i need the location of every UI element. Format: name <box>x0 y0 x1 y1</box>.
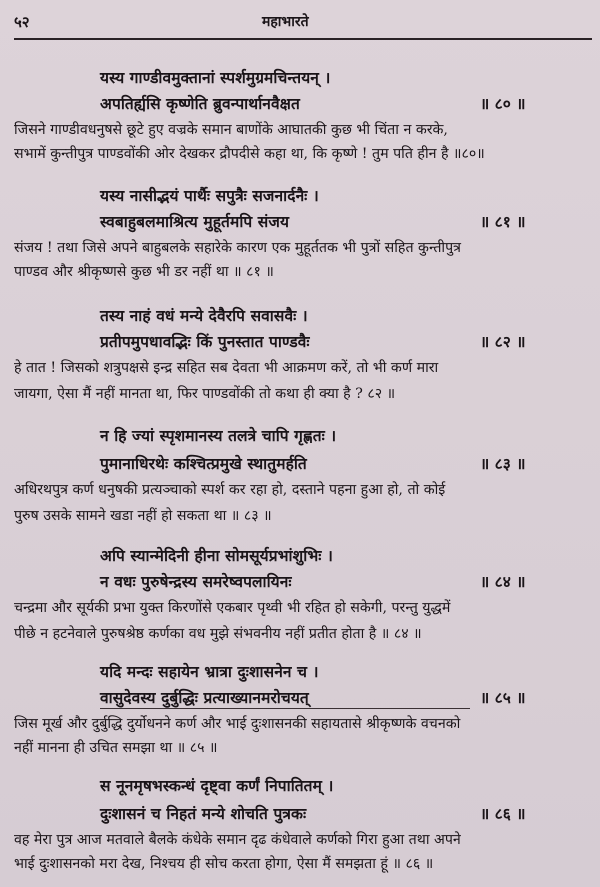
sanskrit-verse-line: यस्य नासीद्भयं पार्थैः सपुत्रैः सजनार्दनैः । <box>100 186 319 205</box>
sanskrit-verse-line: न वधः पुरुषेन्द्रस्य समरेष्वपलायिनः <box>100 572 292 591</box>
hindi-translation-line: पीछे न हटनेवाले पुरुषश्रेष्ठ कर्णका वध मुझे संभवनीय नहीं प्रतीत होता है ॥ ८४ ॥ <box>14 626 422 642</box>
sanskrit-verse-line: अपतिर्ह्यसि कृष्णेति ब्रुवन्पार्थानवैक्षत <box>100 94 300 113</box>
sanskrit-verse-line: पुमानाधिरथेः कश्चित्प्रमुखे स्थातुमर्हति <box>100 454 307 473</box>
verse-number: ॥ ८२ ॥ <box>480 332 526 351</box>
hindi-translation-line: चन्द्रमा और सूर्यकी प्रभा युक्त किरणोंसे एकबार पृथ्वी भी रहित हो सकेगी, परन्तु युद्धमें <box>14 600 451 616</box>
hindi-translation-line: सभामें कुन्तीपुत्र पाण्डवोंकी ओर देखकर द्रौपदीसे कहा था, कि कृष्णे ! तुम पति हीन है ॥८०॥ <box>14 146 485 162</box>
sanskrit-verse-line: अपि स्यान्मेदिनी हीना सोमसूर्यप्रभांशुभिः । <box>100 546 333 565</box>
hindi-translation-line: भाई दुःशासनको मरा देख, निश्चय ही सोच करता होगा, ऐसा मैं समझता हूं ॥ ८६ ॥ <box>14 856 434 872</box>
hindi-translation-line: वह मेरा पुत्र आज मतवाले बैलके कंधेके समान दृढ कंधेवाले कर्णको गिरा हुआ तथा अपने <box>14 832 461 848</box>
sanskrit-verse-line: तस्य नाहं वधं मन्ये देवैरपि सवासवैः । <box>100 306 308 325</box>
verse-underline <box>100 708 470 709</box>
verse-number: ॥ ८४ ॥ <box>480 572 526 591</box>
verse-number: ॥ ८० ॥ <box>480 94 526 113</box>
verse-number: ॥ ८१ ॥ <box>480 212 526 231</box>
running-title: महाभारते <box>262 14 309 30</box>
sanskrit-verse-line: यदि मन्दः सहायेन भ्रात्रा दुःशासनेन च । <box>100 662 319 681</box>
page-number: ५२ <box>14 13 30 31</box>
sanskrit-verse-line: स्वबाहुबलमाश्रित्य मुहूर्तमपि संजय <box>100 212 290 231</box>
hindi-translation-line: नहीं मानना ही उचित समझा था ॥ ८५ ॥ <box>14 740 218 756</box>
header-rule <box>14 38 592 40</box>
sanskrit-verse-line: प्रतीपमुपधावद्भिः किं पुनस्तात पाण्डवैः <box>100 332 310 351</box>
hindi-translation-line: हे तात ! जिसको शत्रुपक्षसे इन्द्र सहित सब देवता भी आक्रमण करें, तो भी कर्ण मारा <box>14 360 439 376</box>
hindi-translation-line: जायगा, ऐसा मैं नहीं मानता था, फिर पाण्डवोंकी तो कथा ही क्या है ? ८२ ॥ <box>14 386 396 402</box>
hindi-translation-line: जिस मूर्ख और दुर्बुद्धि दुर्योधनने कर्ण और भाई दुःशासनकी सहायतासे श्रीकृष्णके वचनको <box>14 716 461 732</box>
verse-number: ॥ ८६ ॥ <box>480 804 526 823</box>
verse-number: ॥ ८३ ॥ <box>480 454 526 473</box>
hindi-translation-line: संजय ! तथा जिसे अपने बाहुबलके सहारेके कारण एक मुहूर्ततक भी पुत्रों सहित कुन्तीपुत्र <box>14 240 461 256</box>
sanskrit-verse-line: स नूनमृषभस्कन्धं दृष्ट्वा कर्णं निपातितम् । <box>100 776 334 795</box>
verse-number: ॥ ८५ ॥ <box>480 688 526 707</box>
hindi-translation-line: पाण्डव और श्रीकृष्णसे कुछ भी डर नहीं था ॥ ८१ ॥ <box>14 264 274 280</box>
hindi-translation-line: जिसने गाण्डीवधनुषसे छूटे हुए वज्रके समान बाणोंके आघातकी कुछ भी चिंता न करके, <box>14 122 448 138</box>
sanskrit-verse-line: वासुदेवस्य दुर्बुद्धिः प्रत्याख्यानमरोचयत् <box>100 688 309 707</box>
sanskrit-verse-line: यस्य गाण्डीवमुक्तानां स्पर्शमुग्रमचिन्तयन् । <box>100 68 331 87</box>
hindi-translation-line: अधिरथपुत्र कर्ण धनुषकी प्रत्यञ्चाको स्पर्श कर रहा हो, दस्ताने पहना हुआ हो, तो कोई <box>14 482 446 498</box>
sanskrit-verse-line: दुःशासनं च निहतं मन्ये शोचति पुत्रकः <box>100 804 307 823</box>
page-header <box>0 0 600 44</box>
sanskrit-verse-line: न हि ज्यां स्पृशमानस्य तलत्रे चापि गृह्णतः । <box>100 426 337 445</box>
hindi-translation-line: पुरुष उसके सामने खडा नहीं हो सकता था ॥ ८३ ॥ <box>14 508 272 524</box>
